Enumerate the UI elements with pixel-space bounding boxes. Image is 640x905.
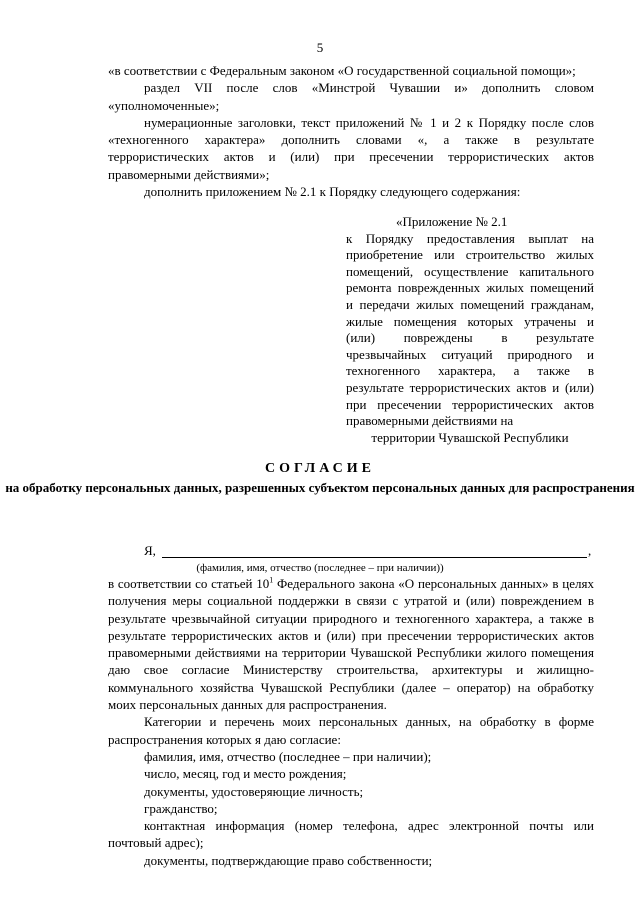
amendment-text (108, 62, 594, 200)
page-number: 5 (316, 40, 324, 55)
appendix-reference (346, 214, 594, 446)
appendix-title: «Приложение № 2.1 (396, 214, 508, 229)
consent-subtitle-text: на обработку персональных данных, разрешенных субъектом персональных данных для распространения (5, 480, 635, 495)
fio-comma: , (588, 543, 592, 558)
consent-title: СОГЛАСИЕ (265, 461, 375, 476)
paragraph: нумерационные заголовки, текст приложений № 1 и 2 к Порядку после слов «техногенного характера» дополнить словами «, а также в результате террористических актов и (или) при пресечении террористических актов правомерными действиями»; (108, 114, 594, 182)
list-item: фамилия, имя, отчество (последнее – при наличии); (144, 748, 432, 764)
i-label: Я, (144, 543, 156, 558)
paragraph: «в соответствии с Федеральным законом «О государственной социальной помощи»; (108, 63, 576, 78)
para1-rest: Федерального закона «О персональных данных» в целях получения меры социальной поддержки в связи с утратой и (или) повреждением в результате чрезвычайной ситуации природного и техногенного характера, а также в результате террористических актов и (или) при пресечении террористических актов правомерными действиями на территории Чувашской Республики жилого помещения даю свое согласие Министерству строительства, архитектуры и жилищно-коммунального хозяйства Чувашской Республики (далее – оператор) на обработку моих персональных данных для распространения. (108, 576, 594, 713)
appendix-body-tail: территории Чувашской Республики (371, 429, 569, 445)
consent-body (108, 575, 594, 869)
article-superscript: 1 (269, 575, 274, 585)
consent-paragraph: Категории и перечень моих персональных данных, на обработку в форме распространения которых я даю согласие: (108, 714, 594, 747)
list-item: число, месяц, год и место рождения; (144, 766, 347, 782)
paragraph: раздел VII после слов «Минстрой Чувашии и» дополнить словом «уполномоченные»; (108, 80, 594, 113)
para1-start: в соответствии со статьей 10 (108, 576, 270, 591)
fio-hint: (фамилия, имя, отчество (последнее – при наличии)) (196, 562, 444, 574)
list-item: документы, подтверждающие право собственности; (144, 852, 433, 868)
list-item: контактная информация (номер телефона, адрес электронной почты или почтовый адрес); (108, 818, 594, 851)
list-item: документы, удостоверяющие личность; (144, 783, 364, 799)
consent-subtitle (0, 479, 640, 496)
list-item: гражданство; (144, 800, 218, 816)
paragraph: дополнить приложением № 2.1 к Порядку следующего содержания: (144, 184, 521, 200)
fio-blank-line (162, 557, 587, 558)
appendix-body: к Порядку предоставления выплат на приобретение или строительство жилых помещений, осуществление капитального ремонта поврежденных жилых помещений и передачи жилых помещений гражданам, жилые помещения которых утрачены и (или) повреждены в результате чрезвычайных ситуаций природного и техногенного характера, а также в результате террористических актов и (или) при пресечении террористических актов правомерными действиями на (346, 230, 594, 429)
consent-paragraph (108, 575, 594, 713)
